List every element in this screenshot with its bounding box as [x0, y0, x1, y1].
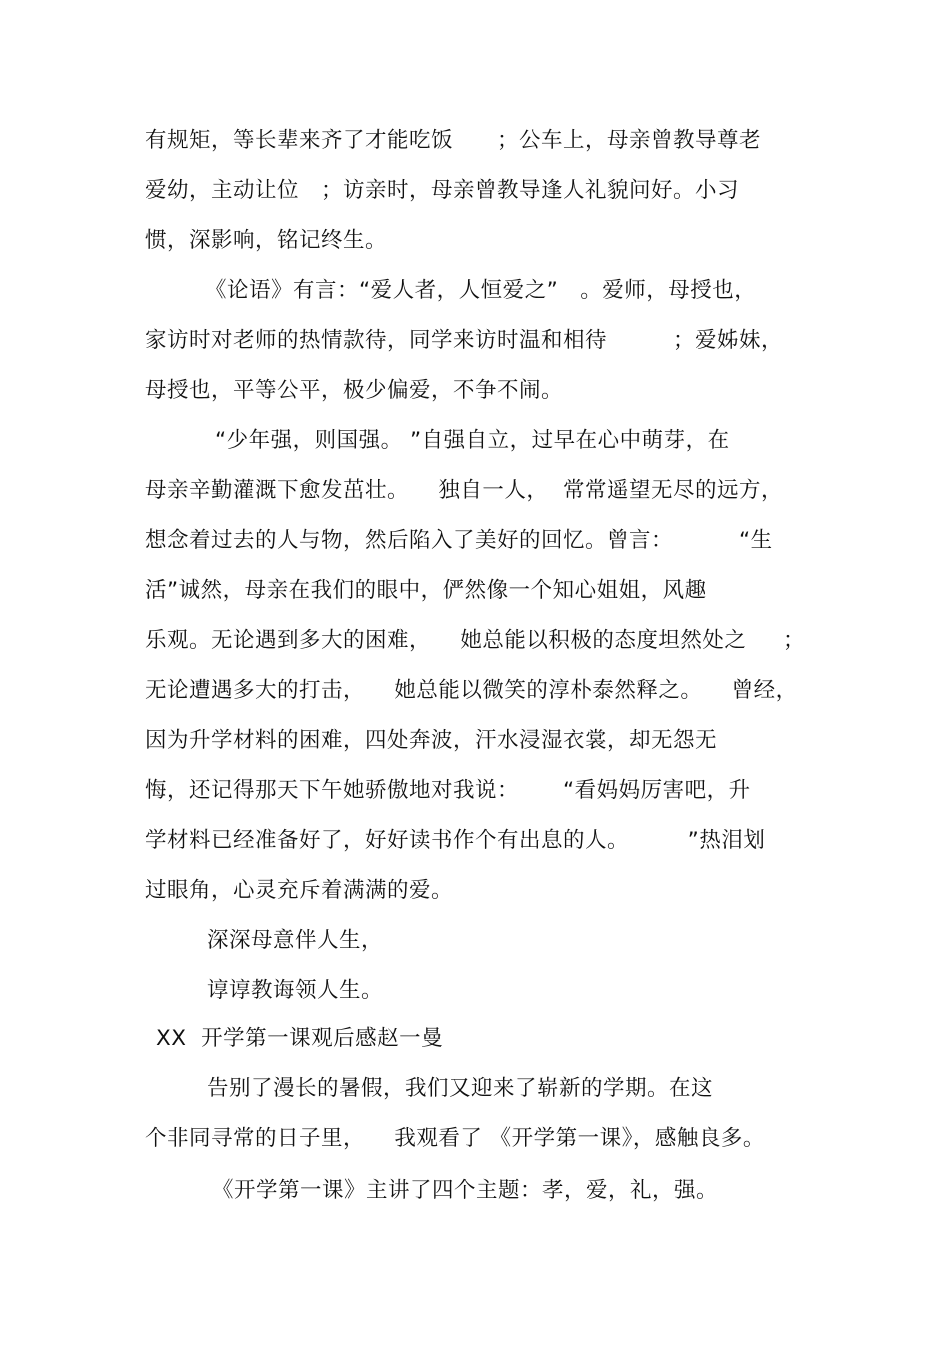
- text-line: 悔，还记得那天下午她骄傲地对我说： “看妈妈厉害吧，升: [145, 778, 751, 803]
- text-line: 惯，深影响，铭记终生。: [145, 228, 388, 253]
- text-line: 无论遭遇多大的打击， 她总能以微笑的淳朴泰然释之。 曾经，: [145, 678, 798, 703]
- text-line: 谆谆教诲领人生。: [207, 978, 384, 1003]
- text-line: 乐观。无论遇到多大的困难， 她总能以积极的态度坦然处之 ；: [145, 628, 806, 653]
- text-line: 学材料已经准备好了，好好读书作个有出息的人。 ”热泪划: [145, 828, 766, 853]
- text-line: 家访时对老师的热情款待，同学来访时温和相待 ；爱姊妹，: [145, 328, 784, 353]
- text-line: 想念着过去的人与物，然后陷入了美好的回忆。曾言： “生: [145, 528, 773, 553]
- text-line: 深深母意伴人生，: [207, 928, 384, 953]
- section-heading: XX 开学第一课观后感赵一曼: [156, 1026, 444, 1051]
- text-line: 母授也，平等公平，极少偏爱，不争不闹。: [145, 378, 564, 403]
- text-line: 《开学第一课》主讲了四个主题：孝，爱，礼，强。: [212, 1178, 719, 1203]
- text-line: “少年强，则国强。 ”自强自立，过早在心中萌芽，在: [215, 428, 730, 453]
- text-line: 爱幼，主动让位 ；访亲时，母亲曾教导逢人礼貌问好。小习: [145, 178, 740, 203]
- text-line: 告别了漫长的暑假，我们又迎来了崭新的学期。在这: [207, 1076, 714, 1101]
- text-line: 过眼角，心灵充斥着满满的爱。: [145, 878, 454, 903]
- text-line: 个非同寻常的日子里， 我观看了 《开学第一课》，感触良多。: [145, 1126, 765, 1151]
- text-line: 因为升学材料的困难，四处奔波，汗水浸湿衣裳，却无怨无: [145, 728, 718, 753]
- text-line: 母亲辛勤灌溉下愈发茁壮。 独自一人， 常常遥望无尽的远方，: [145, 478, 784, 503]
- text-line: 《论语》有言：“爱人者，人恒爱之” 。爱师，母授也，: [205, 278, 757, 303]
- text-line: 活”诚然，母亲在我们的眼中，俨然像一个知心姐姐，风趣: [145, 578, 707, 603]
- text-line: 有规矩，等长辈来齐了才能吃饭 ；公车上，母亲曾教导尊老: [145, 128, 762, 153]
